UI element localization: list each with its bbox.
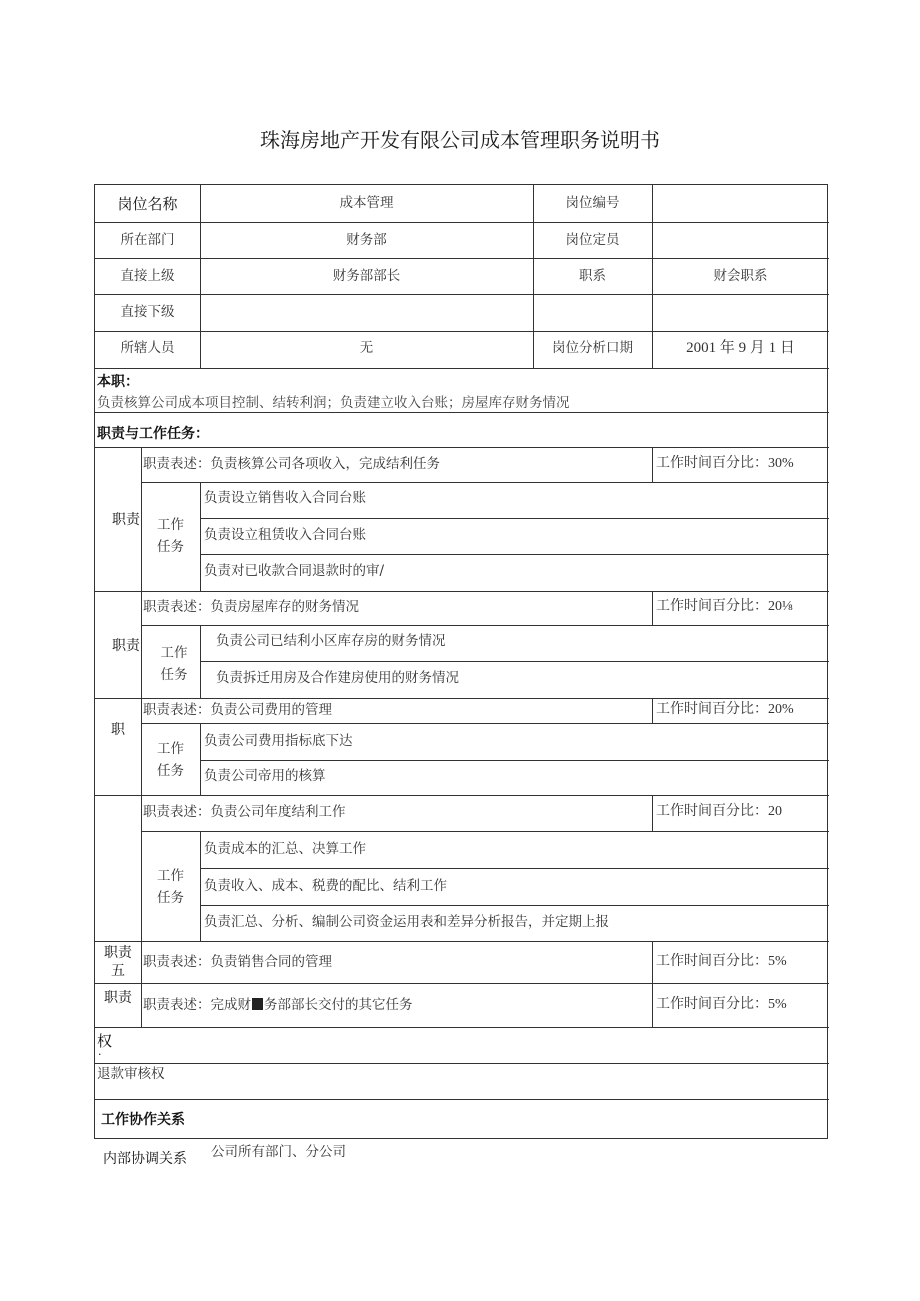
col-divider bbox=[652, 698, 653, 723]
duty-3-percent: 工作时间百分比：20% bbox=[656, 702, 794, 717]
duty-3-task-label bbox=[141, 739, 200, 782]
row-divider bbox=[141, 625, 829, 626]
row-divider bbox=[95, 1027, 829, 1028]
row-divider bbox=[95, 1099, 829, 1100]
post-code-label: 岗位编号 bbox=[565, 195, 620, 211]
row-divider bbox=[95, 294, 829, 295]
duty-4-task-2: 负责收入、成本、税费的配比、结利工作 bbox=[204, 878, 447, 894]
duty-2-task-1: 负责公司已结利小区库存房的财务情况 bbox=[216, 633, 446, 649]
duties-heading: 职责与工作任务： bbox=[97, 426, 209, 442]
duty-1-task-2: 负责设立租赁收入合同台账 bbox=[204, 527, 366, 543]
row-divider bbox=[141, 723, 829, 724]
task-label-line: 任务 bbox=[157, 762, 184, 779]
redacted-block bbox=[252, 998, 263, 1010]
duty-4-task-label bbox=[141, 866, 200, 909]
row-divider bbox=[200, 518, 829, 519]
superior-value: 财务部部长 bbox=[332, 268, 401, 284]
authority-mark: · bbox=[98, 1048, 102, 1061]
task-label-line: 任务 bbox=[160, 666, 188, 683]
superior-label: 直接上级 bbox=[120, 268, 175, 284]
managed-value: 无 bbox=[359, 340, 374, 356]
row-divider bbox=[95, 331, 829, 332]
task-label-line: 任务 bbox=[157, 889, 184, 906]
row-divider bbox=[95, 222, 829, 223]
row-divider bbox=[95, 983, 829, 984]
duty-1-statement: 职责表述：负责核算公司各项收入，完成结利任务 bbox=[143, 456, 440, 472]
core-label: 本职： bbox=[97, 374, 139, 390]
row-divider bbox=[200, 760, 829, 761]
col-divider bbox=[652, 447, 653, 482]
document-title: 珠海房地产开发有限公司成本管理职务说明书 bbox=[260, 128, 660, 152]
col-divider bbox=[652, 795, 653, 831]
duty-4-task-1: 负责成本的汇总、决算工作 bbox=[204, 841, 366, 857]
row-divider bbox=[200, 905, 829, 906]
duty-6-percent: 工作时间百分比：5% bbox=[656, 997, 787, 1012]
job-description-table bbox=[94, 184, 828, 1139]
duty-3-task-2: 负责公司帝用的核算 bbox=[204, 768, 326, 784]
row-divider bbox=[200, 661, 829, 662]
row-divider bbox=[141, 482, 829, 483]
duty-1-task-1: 负责设立销售收入合同台账 bbox=[204, 490, 366, 506]
col-divider bbox=[200, 723, 201, 795]
row-divider bbox=[200, 868, 829, 869]
duty-5-statement: 职责表述：负责销售合同的管理 bbox=[143, 954, 332, 970]
duty-5-percent: 工作时间百分比：5% bbox=[656, 954, 787, 969]
row-divider bbox=[95, 698, 829, 699]
duty-5-label-line: 五 bbox=[111, 963, 125, 980]
duty-5-label-line: 职责 bbox=[104, 945, 132, 961]
row-divider bbox=[141, 831, 829, 832]
task-label-line: 工作 bbox=[160, 645, 188, 661]
internal-coordination-label: 内部协调关系 bbox=[103, 1151, 187, 1167]
duty-1-percent: 工作时间百分比：30% bbox=[656, 456, 794, 471]
subordinate-label: 直接下级 bbox=[120, 304, 175, 320]
analysis-date-label: 岗位分析口期 bbox=[552, 340, 633, 356]
internal-coordination-value: 公司所有部门、分公司 bbox=[211, 1144, 346, 1160]
duty-1-task-label bbox=[141, 515, 200, 558]
duty-2-percent: 工作时间百分比：20⅛ bbox=[656, 599, 793, 614]
authority-label: 权 bbox=[97, 1032, 113, 1050]
dept-value: 财务部 bbox=[346, 232, 387, 248]
task-label-line: 工作 bbox=[157, 517, 184, 533]
core-text: 负责核算公司成本项目控制、结转利润；负责建立收入台账；房屋库存财务情况 bbox=[97, 395, 570, 411]
post-name-value: 成本管理 bbox=[339, 195, 394, 211]
duty-6-statement-start: 职责表述：完成财 bbox=[143, 997, 251, 1013]
col-divider bbox=[652, 591, 653, 625]
task-label-line: 工作 bbox=[157, 741, 184, 757]
task-label-line: 工作 bbox=[157, 868, 184, 884]
duty-6-statement-end: 务部部长交付的其它任务 bbox=[264, 997, 413, 1013]
duty-4-statement: 职责表述：负责公司年度结利工作 bbox=[143, 804, 346, 820]
row-divider bbox=[95, 1063, 829, 1064]
row-divider bbox=[95, 258, 829, 259]
managed-label: 所辖人员 bbox=[120, 340, 175, 356]
row-divider bbox=[95, 941, 829, 942]
duty-4-task-3: 负责汇总、分析、编制公司资金运用表和差异分析报告，并定期上报 bbox=[204, 914, 609, 930]
duty-6-label: 职责 bbox=[104, 990, 132, 1006]
col-divider bbox=[200, 831, 201, 941]
duty-5-label bbox=[95, 944, 141, 980]
duty-3-statement: 职责表述：负责公司费用的管理 bbox=[143, 702, 332, 718]
col-divider bbox=[652, 941, 653, 1027]
series-value: 财会职系 bbox=[713, 268, 768, 284]
duty-2-task-label bbox=[141, 643, 207, 686]
post-name-label: 岗位名称 bbox=[117, 195, 178, 213]
duty-4-percent: 工作时间百分比：20 bbox=[656, 804, 782, 819]
duty-2-label: 职责 bbox=[112, 638, 140, 654]
duty-3-label: 职 bbox=[111, 722, 125, 738]
row-divider bbox=[95, 447, 829, 448]
duty-1-task-3: 负责对已收款合同退款时的审/ bbox=[204, 563, 385, 579]
row-divider bbox=[95, 412, 829, 413]
duty-3-task-1: 负责公司费用指标底下达 bbox=[204, 733, 353, 749]
task-label-line: 任务 bbox=[157, 538, 184, 555]
row-divider bbox=[95, 795, 829, 796]
authority-text: 退款审核权 bbox=[97, 1066, 165, 1082]
col-divider bbox=[200, 482, 201, 591]
duty-2-task-2: 负责拆迁用房及合作建房使用的财务情况 bbox=[216, 670, 459, 686]
cooperation-heading: 工作协作关系 bbox=[101, 1112, 185, 1128]
dept-label: 所在部门 bbox=[120, 232, 175, 248]
row-divider bbox=[95, 368, 829, 369]
analysis-date-value: 2001 年 9 月 1 日 bbox=[686, 340, 795, 356]
duty-1-label: 职责 bbox=[112, 512, 140, 528]
duty-2-statement: 职责表述：负责房屋库存的财务情况 bbox=[143, 599, 359, 615]
series-label: 职系 bbox=[579, 268, 606, 284]
row-divider bbox=[95, 591, 829, 592]
duty-6-statement bbox=[143, 998, 413, 1013]
row-divider bbox=[200, 554, 829, 555]
quota-label: 岗位定员 bbox=[565, 232, 620, 248]
